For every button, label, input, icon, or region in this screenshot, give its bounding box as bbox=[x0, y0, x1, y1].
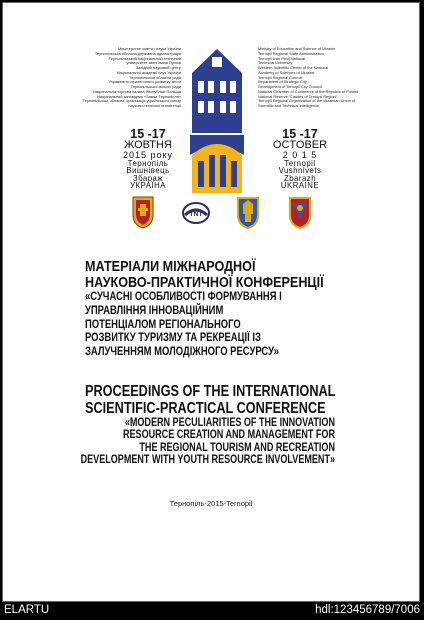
organizers-english bbox=[258, 47, 388, 109]
date-days: 15 -17 bbox=[130, 127, 166, 141]
subtitle-ukrainian bbox=[85, 290, 389, 359]
repository-name: ELARTU bbox=[4, 604, 50, 616]
organizer-line: Національної академії наук України bbox=[116, 70, 181, 75]
organizer-line: Національний заповідник «Замки Тернопілля» bbox=[97, 94, 181, 99]
organizer-line: Національна торгова палата Республіки Польща bbox=[93, 89, 181, 94]
date-year: 2 0 1 5 bbox=[282, 150, 318, 160]
organizer-line: Ministry of Education and Science of Ukraine bbox=[258, 47, 336, 51]
place-name: Тернопіль bbox=[127, 159, 169, 168]
organizer-line: науково-технічної інтелігенції bbox=[128, 104, 181, 108]
dates-english bbox=[255, 128, 345, 190]
date-month: OCTOBER bbox=[272, 139, 328, 151]
organizer-line: Technical University bbox=[258, 61, 293, 66]
publication-place-year: Тернопіль-2015-Ternopil bbox=[169, 499, 253, 508]
organizer-line: Scientific and Technical Intelligence bbox=[258, 104, 320, 108]
place-name: UKRAINE bbox=[280, 181, 320, 191]
title-line: PROCEEDINGS OF THE INTERNATIONAL bbox=[85, 383, 336, 400]
repository-footer-bar bbox=[0, 602, 424, 620]
organizer-line: Western Scientific Center of the National bbox=[258, 66, 328, 70]
subtitle-line: THE REGIONAL TOURISM AND RECREATION bbox=[139, 440, 335, 454]
title-line: МАТЕРІАЛИ МІЖНАРОДНОЇ bbox=[85, 258, 256, 275]
place-name: Vushnivets bbox=[278, 166, 322, 176]
organizer-line: Тернопільська обласна державна адміністрація bbox=[94, 51, 181, 56]
title-line: НАУКОВО-ПРАКТИЧНОЇ КОНФЕРЕНЦІЇ bbox=[85, 273, 324, 291]
subtitle-english bbox=[7, 417, 335, 467]
place-name: Zbarazh bbox=[283, 173, 317, 183]
place-name: Вишнівець bbox=[126, 166, 170, 176]
organizer-line: Ternopil Regional Organization of the Ukrainian Union of bbox=[258, 99, 356, 104]
subtitle-line: РОЗВИТКУ ТУРИЗМУ ТА РЕКРЕАЦІЇ ІЗ bbox=[85, 330, 261, 345]
coat-of-arms-icon bbox=[287, 195, 313, 229]
coat-of-arms-icon bbox=[131, 195, 155, 229]
dates-ukrainian bbox=[113, 128, 183, 190]
organizer-line: Department of Strategic City bbox=[258, 80, 307, 85]
organizer-line: Тернопільська обласна рада bbox=[129, 75, 181, 80]
tntu-logo-text: TNT bbox=[189, 211, 203, 218]
date-month: ЖОВТНЯ bbox=[124, 139, 172, 151]
conference-building-logo-icon bbox=[186, 43, 248, 193]
organizer-line: Development of Ternopil City Council bbox=[258, 85, 322, 89]
subtitle-line: «MODERN PECULIARITIES OF THE INNOVATION bbox=[124, 416, 335, 429]
place-name: УКРАЇНА bbox=[130, 181, 166, 191]
organizer-line: Ternopil Regional State Administration bbox=[258, 51, 324, 56]
organizer-line: National Chamber of Commerce of the Republic of Poland bbox=[258, 89, 359, 94]
subtitle-line: «СУЧАСНІ ОСОБЛИВОСТІ ФОРМУВАННЯ І bbox=[85, 289, 282, 303]
coat-of-arms-icon bbox=[235, 195, 261, 229]
place-name: Ternopil bbox=[284, 159, 316, 168]
handle-identifier[interactable]: hdl:123456789/7006 bbox=[315, 604, 420, 616]
place-name: Збараж bbox=[132, 173, 164, 183]
document-page bbox=[2, 2, 420, 602]
organizer-line: Управління стратегічного розвитку міста bbox=[108, 80, 181, 85]
organizers-ukrainian bbox=[47, 47, 181, 109]
organizer-line: Західний науковий центр bbox=[135, 66, 181, 70]
organizer-line: National Reserve "Castles of Ternopil Region" bbox=[258, 94, 338, 99]
subtitle-line: DEVELOPMENT WITH YOUTH RESOURCE INVOLVEMENT» bbox=[80, 453, 335, 467]
organizer-line: Міністерство освіти і науки України bbox=[117, 47, 181, 51]
title-line: SCIENTIFIC-PRACTICAL CONFERENCE bbox=[85, 400, 326, 417]
organizer-line: університет імені Івана Пулюя bbox=[126, 61, 181, 66]
title-ukrainian bbox=[85, 259, 404, 290]
subtitle-line: ЗАЛУЧЕННЯМ МОЛОДІЖНОГО РЕСУРСУ» bbox=[85, 344, 279, 359]
date-year: 2015 року bbox=[122, 150, 174, 160]
title-english bbox=[85, 383, 405, 417]
organizer-line: Ternopil Ivan Puluj National bbox=[258, 56, 306, 61]
organizer-line: Тернопільський національний технічний bbox=[108, 56, 181, 61]
organizer-line: Academy of Sciences of Ukraine bbox=[258, 70, 315, 75]
organizer-line: Тернопільської міської ради bbox=[130, 85, 181, 89]
date-days: 15 -17 bbox=[282, 127, 318, 141]
tntu-logo-icon bbox=[181, 201, 211, 225]
organizer-line: Тернопільська обласна організація українського союзу bbox=[82, 99, 181, 104]
subtitle-line: УПРАВЛІННЯ ІННОВАЦІЙНИМ bbox=[85, 302, 224, 317]
subtitle-line: ПОТЕНЦІАЛОМ РЕГІОНАЛЬНОГО bbox=[85, 316, 241, 331]
organizer-line: Ternopil Regional Council bbox=[258, 75, 303, 80]
subtitle-line: RESOURCE CREATION AND MANAGEMENT FOR bbox=[122, 428, 335, 442]
